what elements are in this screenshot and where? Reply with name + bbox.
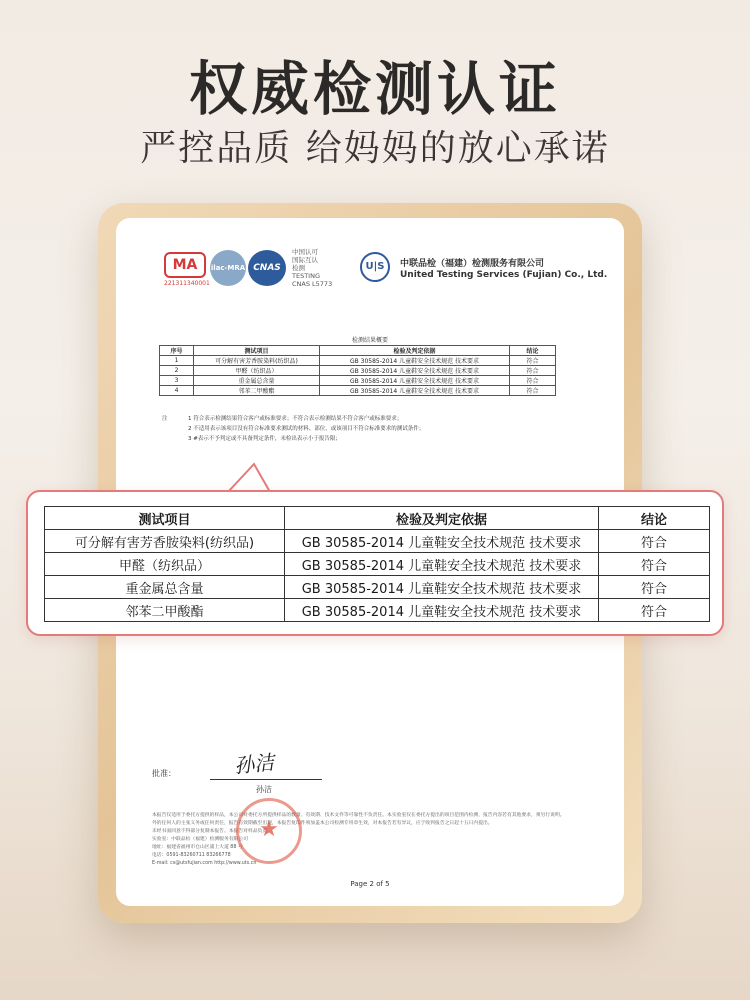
page-number: Page 2 of 5 bbox=[350, 880, 390, 888]
table-row: 2 甲醛（纺织品） GB 30585-2014 儿童鞋安全技术规范 技术要求 符合 bbox=[160, 366, 556, 376]
cma-number: 221311340001 bbox=[164, 280, 210, 287]
ilac-mra-logo: ilac-MRA bbox=[210, 250, 246, 286]
table-row: 甲醛（纺织品） GB 30585-2014 儿童鞋安全技术规范 技术要求 符合 bbox=[45, 553, 710, 576]
uts-logo: U|S bbox=[360, 252, 390, 282]
notes-label: 注 bbox=[162, 416, 168, 422]
approval-label: 批准： bbox=[152, 769, 176, 778]
page-subtitle: 严控品质 给妈妈的放心承诺 bbox=[140, 128, 610, 169]
table-header-row bbox=[160, 346, 556, 356]
table-row: 可分解有害芳香胺染料(纺织品) GB 30585-2014 儿童鞋安全技术规范 技术要求 符合 bbox=[45, 530, 710, 553]
cma-logo: MA bbox=[164, 252, 206, 278]
table-row: 邻苯二甲酸酯 GB 30585-2014 儿童鞋安全技术规范 技术要求 符合 bbox=[45, 599, 710, 622]
table-row: 4 邻苯二甲酸酯 GB 30585-2014 儿童鞋安全技术规范 技术要求 符合 bbox=[160, 386, 556, 396]
company-name-cn: 中联品检（福建）检测服务有限公司 bbox=[400, 259, 545, 269]
table-row: 1 可分解有害芳香胺染料(纺织品) GB 30585-2014 儿童鞋安全技术规范 技术要求 符合 bbox=[160, 356, 556, 366]
report-logos bbox=[164, 246, 608, 306]
col-header-item: 测试项目 bbox=[194, 346, 320, 356]
star-icon: ★ bbox=[259, 817, 279, 842]
col-header-basis: 检验及判定依据 bbox=[285, 507, 599, 530]
table-row: 3 重金属总含量 GB 30585-2014 儿童鞋安全技术规范 技术要求 符合 bbox=[160, 376, 556, 386]
page-title: 权威检测认证 bbox=[188, 55, 561, 123]
col-header-index: 序号 bbox=[160, 346, 194, 356]
col-header-result: 结论 bbox=[510, 346, 556, 356]
signer-name: 孙洁 bbox=[256, 785, 272, 794]
zoomed-results-table bbox=[44, 506, 710, 622]
col-header-item: 测试项目 bbox=[45, 507, 285, 530]
report-notes: 注 1 符合表示检测结果符合客户或标准要求；不符合表示检测结果不符合客户或标准要求； 2 不适用表示该项目没有符合标准要求测试的材料、部位，或该项目不符合标准要求的测试条件； 3 #表示不予判定或不具备判定条件，未检出表示小于报告限； bbox=[162, 416, 425, 442]
handwritten-signature: 孙洁 bbox=[233, 749, 276, 779]
table-header-row bbox=[45, 507, 710, 530]
table-row: 重金属总含量 GB 30585-2014 儿童鞋安全技术规范 技术要求 符合 bbox=[45, 576, 710, 599]
zoomed-results-callout bbox=[26, 490, 724, 636]
col-header-result: 结论 bbox=[599, 507, 710, 530]
cnas-logo: CNAS bbox=[248, 250, 286, 286]
col-header-basis: 检验及判定依据 bbox=[320, 346, 510, 356]
cnas-accreditation-text: 中国认可 国际互认 检测 TESTING CNAS L5773 bbox=[292, 248, 333, 288]
signature-line bbox=[210, 779, 322, 780]
report-footer: 本报告仅适用于委托方提供的样品，本公司对委托方所提供样品的数量、有效期、技术文件等可靠性不负责任。本实验室仅在委托方提出的项目范围内检测，报告内容若有其他要求，须另行说明。 外的任何人的主张义务或任何责任，报告有效期截至出现，本报告复印件须加盖本公司检测专用章生效，对本报告若有异议，应于收到报告之日起十五日内提出。 未经书面同意不得部分复制本报告。本报告对样品负责。 实验室：中联品检（福建）检测服务有限公司 地址：福建省福州市仓山区浦上大道 88 号 电话：0591-83260711 83266778 E-mail: cs@utsfujian.com http://www.uts.cn bbox=[152, 813, 565, 866]
official-seal-stamp bbox=[236, 798, 302, 864]
company-name-en: United Testing Services (Fujian) Co., Ltd. bbox=[400, 270, 608, 280]
summary-title: 检测结果概要 bbox=[351, 337, 388, 344]
summary-table bbox=[159, 345, 556, 396]
